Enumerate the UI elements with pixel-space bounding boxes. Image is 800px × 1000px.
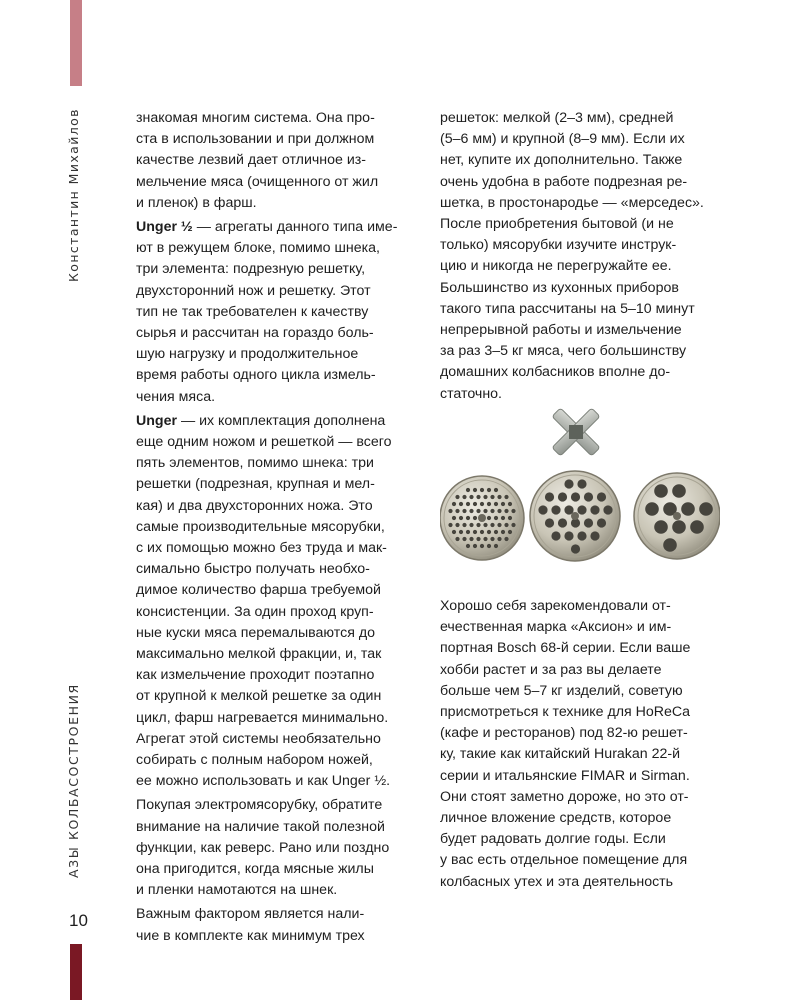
author-name: Константин Михайлов: [66, 108, 81, 282]
line-text: цию и никогда не перегружайте ее.: [440, 258, 672, 275]
line-text: двухсторонний нож и решетку. Этот: [136, 282, 371, 299]
line-text: Хорошо себя зарекомендовали от-: [440, 598, 671, 614]
text-line: [136, 860, 374, 879]
line-text: чие в комплекте как минимум трех: [136, 927, 365, 944]
text-line: [136, 282, 371, 301]
text-line: [136, 603, 374, 622]
text-line: [440, 788, 689, 807]
line-text: тип не так требователен к качеству: [136, 303, 369, 320]
text-line: [136, 666, 374, 685]
line-text: и пленки намотаются на шнек.: [136, 882, 338, 899]
bold-term: Unger: [136, 412, 177, 429]
line-text: решетки (подрезная, крупная и мел-: [136, 476, 375, 493]
line-text: собирать с полным набором ножей,: [136, 752, 373, 768]
text-line: [440, 724, 688, 743]
line-text: знакомая многим система. Она про-: [136, 110, 375, 126]
line-text: серии и итальянские FIMAR и Sirman.: [440, 767, 690, 784]
line-text: шетка, в простонародье — «мерседес».: [440, 194, 704, 211]
text-line: [440, 130, 685, 149]
text-line: [136, 497, 373, 516]
line-text: непрерывной работы и измельчение: [440, 322, 682, 338]
text-line: [136, 475, 375, 494]
accent-bar-top: [70, 0, 82, 86]
text-line: [136, 345, 358, 364]
text-line: [136, 130, 374, 149]
text-line: [440, 767, 690, 786]
line-text: ее можно использовать и как Unger ½.: [136, 773, 391, 790]
page-number: 10: [69, 911, 88, 930]
text-line: [440, 194, 704, 213]
text-line: [136, 433, 392, 452]
text-line: [440, 257, 672, 276]
line-text: мельчение мяса (очищенного от жил: [136, 173, 379, 190]
text-line: [440, 300, 695, 319]
text-line: [136, 839, 389, 858]
line-text: статочно.: [440, 385, 502, 402]
text-line: [440, 151, 682, 170]
text-line: [440, 809, 671, 828]
line-text: ют в режущем блоке, помимо шнека,: [136, 240, 380, 257]
text-line: [440, 279, 679, 298]
line-text: и пленок) в фарш.: [136, 194, 257, 211]
text-line: [136, 581, 381, 600]
line-text: Большинство из кухонных приборов: [440, 279, 679, 296]
bold-term: Unger ½: [136, 219, 193, 235]
text-line: [440, 321, 682, 340]
text-line: [440, 215, 674, 234]
text-line: [136, 539, 387, 558]
text-line: [136, 709, 388, 728]
text-line: [440, 703, 690, 722]
line-text: максимально мелкой фракции, и, так: [136, 646, 382, 662]
line-text: как измельчение проходит поэтапно: [136, 667, 375, 684]
line-text: домашних колбасников вполне до-: [440, 364, 671, 381]
text-line: [136, 303, 368, 322]
medium-grinder-plate: [530, 471, 620, 561]
text-line: [136, 881, 337, 900]
text-line: [136, 366, 376, 385]
text-line: [136, 624, 375, 643]
line-text: (5–6 мм) и крупной (8–9 мм). Если их: [440, 131, 685, 148]
text-line: [136, 796, 382, 815]
cross-knife: [536, 404, 615, 472]
line-text: личное вложение средств, которое: [440, 810, 672, 826]
line-text: внимание на наличие такой полезной: [136, 818, 385, 835]
text-line: [440, 363, 670, 382]
text-line: [440, 236, 676, 255]
line-text: Они стоят заметно дороже, но это от-: [440, 788, 689, 805]
text-line: [136, 218, 397, 237]
line-text: После приобретения бытовой (и не: [440, 216, 674, 232]
line-text: три элемента: подрезную решетку,: [136, 261, 366, 278]
line-text: с их помощью можно без труда и мак-: [136, 540, 387, 556]
line-text: она пригодится, когда мясные жилы: [136, 861, 374, 877]
text-line: [136, 818, 385, 837]
line-text: за раз 3–5 кг мяса, чего большинству: [440, 343, 687, 360]
line-text: — их комплектация дополнена: [177, 412, 386, 429]
line-text: димое количество фарша требуемой: [136, 582, 381, 599]
text-line: [136, 751, 373, 770]
grinder-plates-photo: [440, 404, 720, 562]
line-text: симально быстро получать необхо-: [136, 561, 370, 578]
line-text: присмотреться к технике для HoReCa: [440, 704, 691, 720]
text-line: [440, 661, 661, 680]
text-line: [136, 194, 257, 213]
text-line: [440, 385, 502, 404]
text-line: [440, 342, 686, 361]
line-text: Важным фактором является нали-: [136, 906, 365, 923]
text-line: [136, 239, 380, 258]
line-text: функции, как реверс. Рано или поздно: [136, 839, 390, 856]
line-text: у вас есть отдельное помещение для: [440, 852, 688, 869]
coarse-grinder-plate: [634, 473, 720, 559]
text-line: [136, 518, 385, 537]
text-line: [440, 173, 687, 192]
accent-bar-bottom: [70, 944, 82, 1000]
text-line: [440, 851, 687, 870]
line-text: самые производительные мясорубки,: [136, 518, 385, 535]
line-text: от крупной к мелкой решетке за один: [136, 688, 382, 705]
line-text: консистенции. За один проход круп-: [136, 603, 374, 620]
line-text: решеток: мелкой (2–3 мм), средней: [440, 110, 674, 126]
text-line: [136, 687, 381, 706]
text-line: [136, 560, 370, 579]
line-text: будет радовать долгие годы. Если: [440, 831, 666, 848]
line-text: такого типа рассчитаны на 5–10 минут: [440, 300, 695, 317]
line-text: только) мясорубки изучите инструк-: [440, 237, 677, 254]
line-text: ные куски мяса перемалываются до: [136, 624, 375, 641]
line-text: Покупая электромясорубку, обратите: [136, 797, 383, 814]
text-line: [440, 618, 671, 637]
line-text: чения мяса.: [136, 388, 216, 405]
text-line: [136, 260, 365, 279]
line-text: ку, такие как китайский Hurakan 22-й: [440, 746, 681, 763]
text-line: [136, 772, 390, 791]
text-line: [136, 454, 374, 473]
text-line: [440, 109, 673, 128]
line-text: еще одним ножом и решеткой — всего: [136, 434, 392, 450]
text-line: [440, 597, 671, 616]
line-text: больше чем 5–7 кг изделий, советую: [440, 682, 683, 699]
text-line: [136, 109, 375, 128]
text-line: [440, 830, 666, 849]
line-text: портная Bosch 68-й серии. Если ваше: [440, 640, 691, 657]
text-line: [136, 388, 215, 407]
text-line: [440, 639, 690, 658]
text-line: [136, 730, 381, 749]
line-text: колбасных утех и эта деятельность: [440, 873, 674, 890]
line-text: цикл, фарш нагревается минимально.: [136, 709, 389, 726]
line-text: — агрегаты данного типа име-: [192, 219, 398, 235]
text-line: [440, 745, 680, 764]
line-text: ста в использовании и при должном: [136, 131, 375, 148]
text-line: [136, 173, 378, 192]
section-title: АЗЫ КОЛБАСОСТРОЕНИЯ: [66, 683, 81, 878]
line-text: хобби растет и за раз вы делаете: [440, 661, 662, 678]
text-line: [440, 873, 673, 892]
line-text: нет, купите их дополнительно. Также: [440, 152, 683, 169]
line-text: сырья и рассчитан на гораздо боль-: [136, 325, 374, 341]
line-text: кая) и два двухсторонних ножа. Это: [136, 497, 373, 514]
text-line: [136, 151, 366, 170]
text-line: [136, 927, 365, 946]
text-line: [136, 645, 381, 664]
line-text: очень удобна в работе подрезная ре-: [440, 173, 688, 190]
fine-grinder-plate: [440, 476, 524, 560]
text-line: [440, 682, 683, 701]
line-text: (кафе и ресторанов) под 82-ю решет-: [440, 725, 688, 742]
line-text: Агрегат этой системы необязательно: [136, 730, 381, 747]
text-line: [136, 412, 385, 431]
line-text: качестве лезвий дает отличное из-: [136, 152, 366, 169]
text-line: [136, 324, 374, 343]
line-text: шую нагрузку и продолжительное: [136, 346, 359, 363]
line-text: время работы одного цикла измель-: [136, 367, 376, 384]
line-text: пять элементов, помимо шнека: три: [136, 455, 374, 472]
text-line: [136, 905, 364, 924]
line-text: ечественная марка «Аксион» и им-: [440, 619, 672, 636]
